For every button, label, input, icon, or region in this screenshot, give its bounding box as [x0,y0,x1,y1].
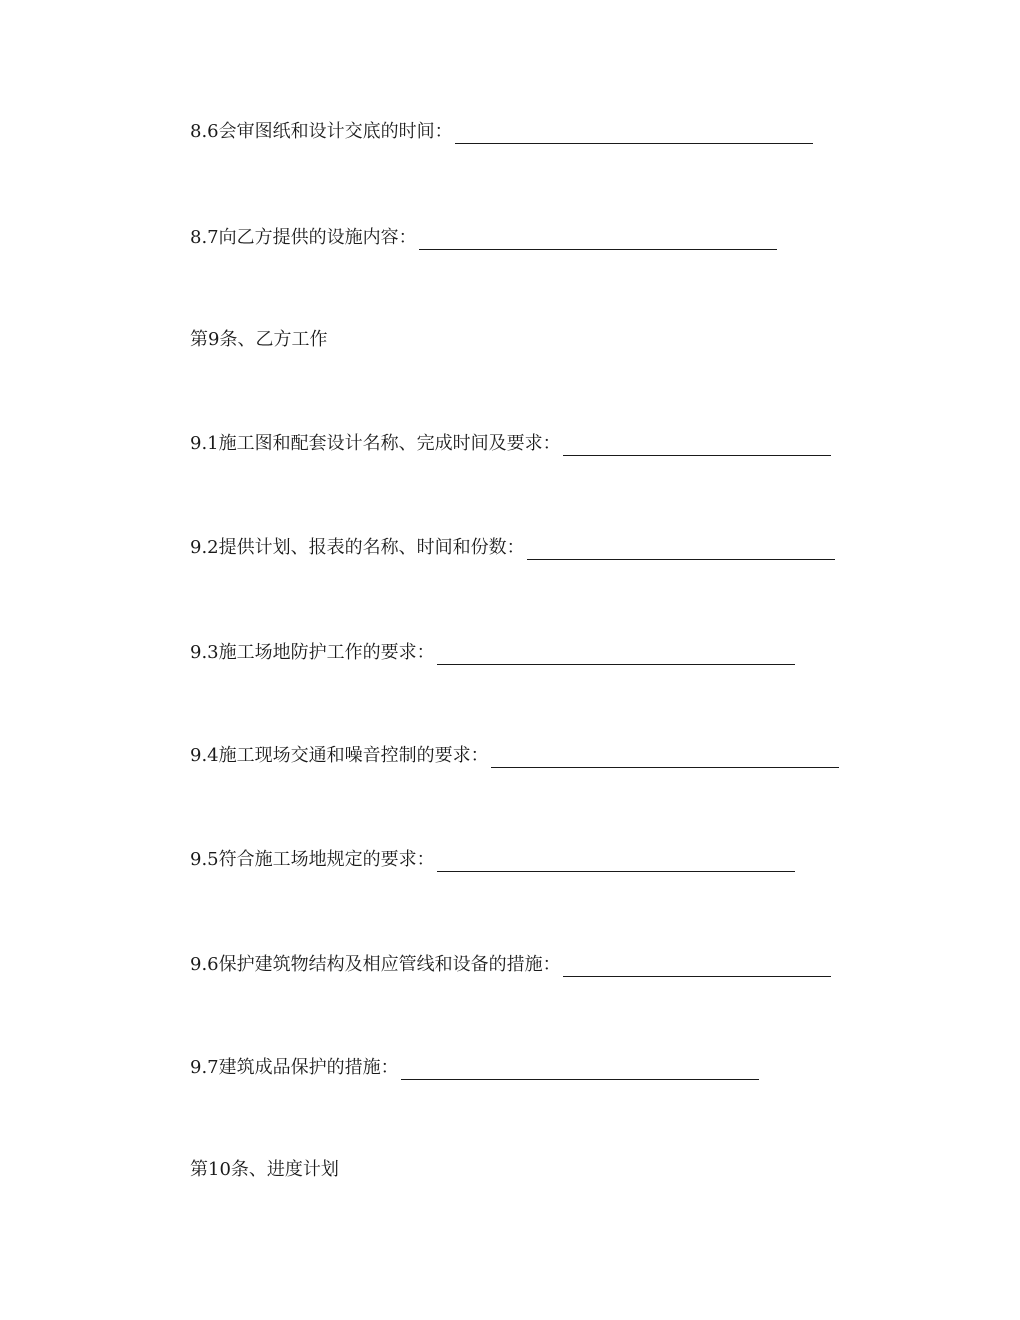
fill-in-blank[interactable] [419,229,777,250]
clause-9-6 [190,953,831,977]
clause-label: 9.5符合施工场地规定的要求： [190,849,435,870]
clause-label: 8.6会审图纸和设计交底的时间： [190,121,453,142]
fill-in-blank[interactable] [401,1059,759,1080]
clause-9-4 [190,744,839,768]
clause-label: 8.7向乙方提供的设施内容： [190,227,417,248]
clause-9-3 [190,641,795,665]
clause-9-2 [190,536,835,560]
section-heading-10: 第10条、进度计划 [190,1159,339,1180]
clause-label: 9.6保护建筑物结构及相应管线和设备的措施： [190,954,561,975]
clause-label: 9.3施工场地防护工作的要求： [190,642,435,663]
clause-label: 9.1施工图和配套设计名称、完成时间及要求： [190,433,561,454]
clause-8-7 [190,226,777,250]
fill-in-blank[interactable] [437,644,795,665]
clause-label: 9.7建筑成品保护的措施： [190,1057,399,1078]
clause-label: 9.4施工现场交通和噪音控制的要求： [190,745,489,766]
clause-9-7 [190,1056,759,1080]
fill-in-blank[interactable] [437,851,795,872]
section-heading-9: 第9条、乙方工作 [190,329,328,350]
clause-9-5 [190,848,795,872]
fill-in-blank[interactable] [491,747,839,768]
fill-in-blank[interactable] [527,539,835,560]
fill-in-blank[interactable] [563,956,831,977]
clause-8-6 [190,120,813,144]
fill-in-blank[interactable] [455,123,813,144]
fill-in-blank[interactable] [563,435,831,456]
clause-9-1 [190,432,831,456]
clause-label: 9.2提供计划、报表的名称、时间和份数： [190,537,525,558]
